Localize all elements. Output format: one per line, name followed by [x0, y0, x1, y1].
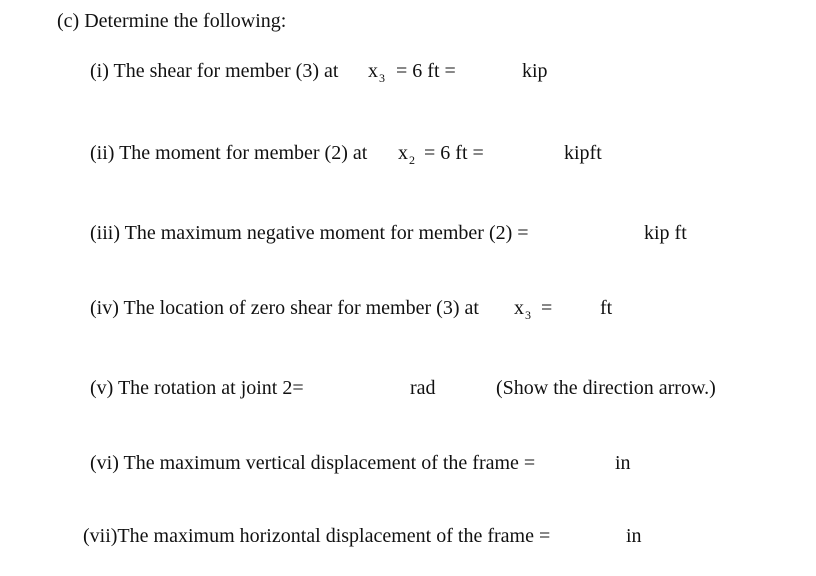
question-i-label: (i) The shear for member (3) at	[90, 60, 339, 82]
question-vi-label: (vi) The maximum vertical displacement of the frame =	[90, 452, 536, 474]
question-iv-subscript: 3	[525, 308, 531, 322]
question-iv-label: (iv) The location of zero shear for member (3) at	[90, 297, 479, 319]
question-iv-variable	[514, 296, 531, 322]
question-ii-unit: kipft	[564, 142, 602, 164]
question-vii-label: (vii)The maximum horizontal displacement of the frame =	[83, 525, 551, 547]
question-i-var: x	[368, 60, 378, 82]
question-i-subscript: 3	[379, 71, 385, 85]
question-ii-expression: = 6 ft =	[424, 142, 484, 164]
question-iv-unit: ft	[600, 297, 613, 319]
question-v-label: (v) The rotation at joint 2=	[90, 377, 304, 399]
question-v-unit: rad	[410, 377, 436, 399]
question-iv-var: x	[514, 297, 524, 319]
question-ii-label: (ii) The moment for member (2) at	[90, 142, 368, 164]
question-iii-unit: kip ft	[644, 222, 687, 244]
question-iii-label: (iii) The maximum negative moment for member (2) =	[90, 222, 529, 244]
section-heading: (c) Determine the following:	[57, 10, 287, 32]
question-v-note: (Show the direction arrow.)	[496, 377, 716, 399]
question-i-expression: = 6 ft =	[396, 60, 456, 82]
question-vi-unit: in	[615, 452, 631, 474]
question-iv-expression: =	[541, 297, 553, 319]
question-ii-variable	[398, 141, 415, 167]
question-vii-unit: in	[626, 525, 642, 547]
question-i-variable	[368, 59, 385, 85]
question-i-unit: kip	[522, 60, 548, 82]
question-ii-var: x	[398, 142, 408, 164]
question-ii-subscript: 2	[409, 153, 415, 167]
